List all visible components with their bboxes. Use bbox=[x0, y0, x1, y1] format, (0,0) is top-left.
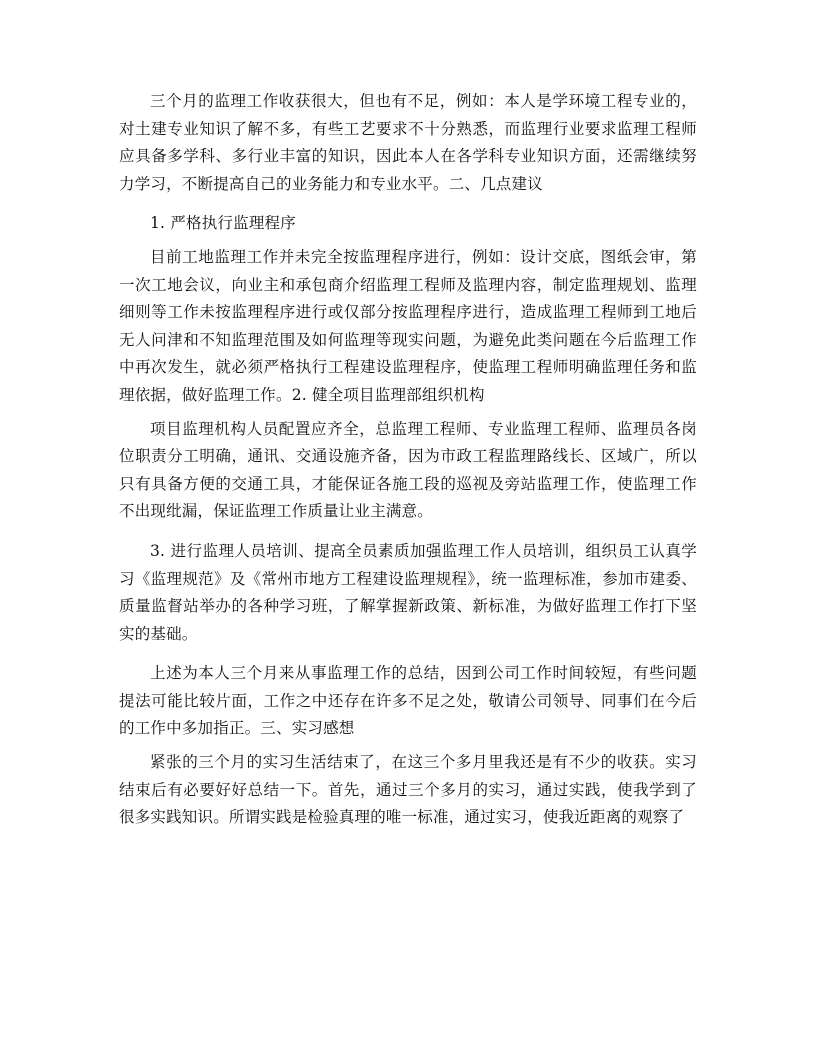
paragraph-training: 3. 进行监理人员培训、提高全员素质加强监理工作人员培训，组织员工认真学习《监理规范》及《常州市地方工程建设监理规程》，统一监理标准，参加市建委、质量监督站举办的各种学习班，了解掌握新政策、新标准，为做好监理工作打下坚实的基础。 bbox=[119, 541, 697, 643]
paragraph-procedure-details: 目前工地监理工作并未完全按监理程序进行，例如：设计交底，图纸会审，第一次工地会议，向业主和承包商介绍监理工程师及监理内容，制定监理规划、监理细则等工作未按监理程序进行或仅部分按监理程序进行，造成监理工程师到工地后无人问津和不知监理范围及如何监理等现实问题，为避免此类问题在今后监理工作中再次发生，就必须严格执行工程建设监理程序，使监理工程师明确监理任务和监理依据，做好监理工作。2. 健全项目监理部组织机构 bbox=[119, 247, 697, 404]
paragraph-internship-reflection: 紧张的三个月的实习生活结束了，在这三个多月里我还是有不少的收获。实习结束后有必要好好总结一下。首先，通过三个多月的实习，通过实践，使我学到了很多实践知识。所谓实践是检验真理的唯一标准，通过实习，使我近距离的观察了 bbox=[119, 753, 697, 827]
paragraph-summary: 上述为本人三个月来从事监理工作的总结，因到公司工作时间较短，有些问题提法可能比较片面，工作之中还存在许多不足之处，敬请公司领导、同事们在今后的工作中多加指正。三、实习感想 bbox=[119, 664, 697, 738]
paragraph-monitoring-shortcomings: 三个月的监理工作收获很大，但也有不足，例如：本人是学环境工程专业的，对土建专业知识了解不多，有些工艺要求不十分熟悉，而监理行业要求监理工程师应具备多学科、多行业丰富的知识，因此本人在各学科专业知识方面，还需继续努力学习，不断提高自己的业务能力和专业水平。二、几点建议 bbox=[119, 92, 697, 193]
document-body bbox=[119, 88, 697, 832]
heading-strict-procedure: 1. 严格执行监理程序 bbox=[150, 214, 296, 233]
paragraph-organization: 项目监理机构人员配置应齐全，总监理工程师、专业监理工程师、监理员各岗位职责分工明确，通讯、交通设施齐备，因为市政工程监理路线长、区域广，所以只有具备方便的交通工具，才能保证各施工段的巡视及旁站监理工作，使监理工作不出现纰漏，保证监理工作质量让业主满意。 bbox=[119, 419, 697, 521]
